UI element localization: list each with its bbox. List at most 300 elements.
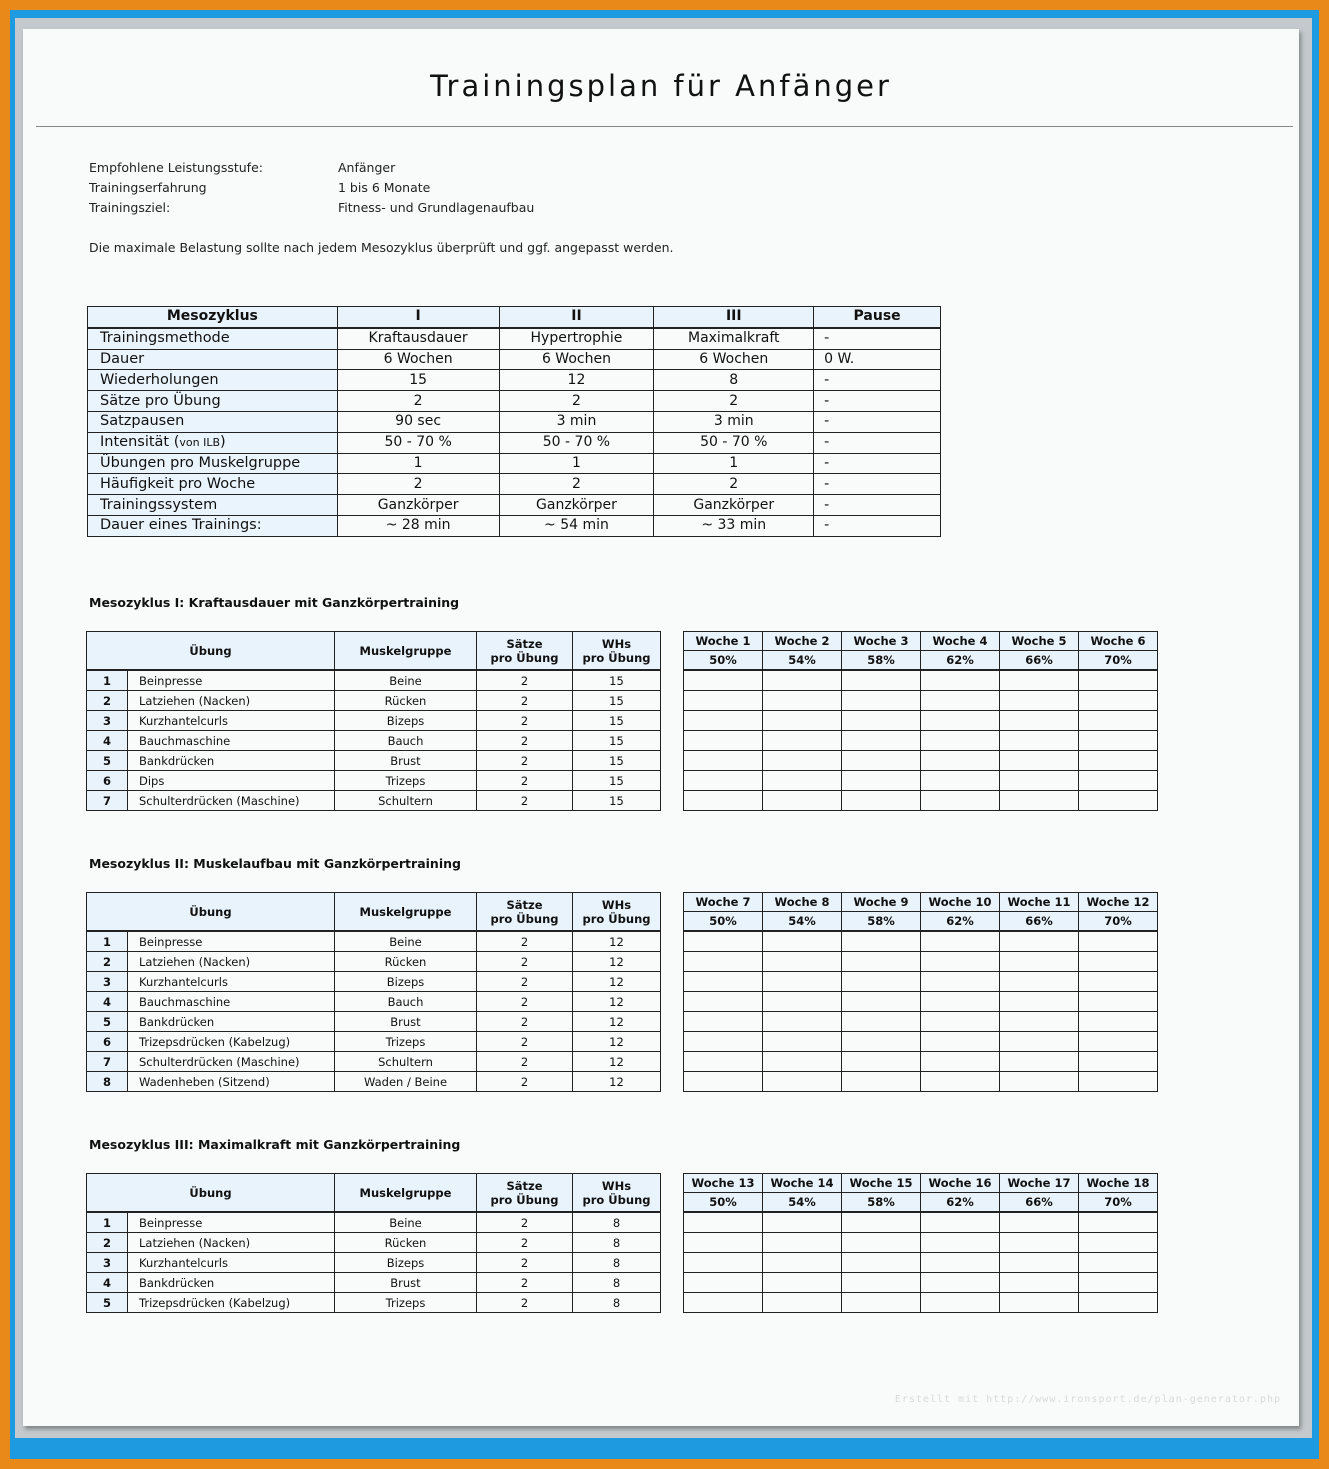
week-entry-cell[interactable] xyxy=(921,691,1000,711)
summary-header-row xyxy=(88,307,941,328)
info-label-goal: Trainingsziel: xyxy=(89,200,171,215)
exercise-name: Trizepsdrücken (Kabelzug) xyxy=(128,1032,335,1052)
week-entry-cell[interactable] xyxy=(842,751,921,771)
week-entry-cell[interactable] xyxy=(684,1072,763,1092)
week-entry-cell[interactable] xyxy=(763,1072,842,1092)
week-entry-cell[interactable] xyxy=(1000,691,1079,711)
week-entry-cell[interactable] xyxy=(684,1273,763,1293)
summary-cell: 12 xyxy=(499,370,654,391)
muscle-group: Schultern xyxy=(335,791,477,811)
week-percent: 50% xyxy=(684,1193,763,1213)
table-row xyxy=(87,1012,1158,1032)
sets-value: 2 xyxy=(477,1072,573,1092)
exercise-name: Bauchmaschine xyxy=(128,731,335,751)
week-entry-cell[interactable] xyxy=(842,791,921,811)
table-gap xyxy=(661,670,684,691)
week-entry-cell[interactable] xyxy=(921,931,1000,952)
reps-value: 12 xyxy=(573,1012,661,1032)
week-entry-cell[interactable] xyxy=(1000,992,1079,1012)
summary-row xyxy=(88,349,941,370)
summary-cell: 50 - 70 % xyxy=(499,432,654,453)
week-entry-cell[interactable] xyxy=(921,952,1000,972)
week-entry-cell[interactable] xyxy=(842,952,921,972)
week-percent: 66% xyxy=(1000,1193,1079,1213)
week-entry-cell[interactable] xyxy=(842,1293,921,1313)
week-entry-cell[interactable] xyxy=(842,1012,921,1032)
table-row xyxy=(87,791,1158,811)
week-header: Woche 6 xyxy=(1079,632,1158,651)
exercise-number: 1 xyxy=(87,931,128,952)
week-entry-cell[interactable] xyxy=(763,992,842,1012)
muscle-group: Bauch xyxy=(335,731,477,751)
exercise-number: 4 xyxy=(87,731,128,751)
week-entry-cell[interactable] xyxy=(921,1233,1000,1253)
title-divider xyxy=(36,126,1293,127)
reps-header-line: WHs xyxy=(601,636,632,651)
week-entry-cell[interactable] xyxy=(763,670,842,691)
week-entry-cell[interactable] xyxy=(842,1212,921,1233)
week-entry-cell[interactable] xyxy=(1079,691,1158,711)
week-entry-cell[interactable] xyxy=(763,1273,842,1293)
week-entry-cell[interactable] xyxy=(1000,731,1079,751)
week-entry-cell[interactable] xyxy=(1079,1273,1158,1293)
week-entry-cell[interactable] xyxy=(1000,952,1079,972)
exercise-header: Übung xyxy=(87,632,335,671)
week-entry-cell[interactable] xyxy=(1000,1032,1079,1052)
sets-header xyxy=(477,893,573,932)
week-entry-cell[interactable] xyxy=(921,1052,1000,1072)
week-entry-cell[interactable] xyxy=(842,1233,921,1253)
sets-header-line: pro Übung xyxy=(490,1192,559,1207)
week-entry-cell[interactable] xyxy=(1000,670,1079,691)
sets-value: 2 xyxy=(477,1012,573,1032)
week-percent: 62% xyxy=(921,1193,1000,1213)
week-entry-cell[interactable] xyxy=(1079,1032,1158,1052)
week-entry-cell[interactable] xyxy=(1079,791,1158,811)
week-entry-cell[interactable] xyxy=(1079,931,1158,952)
week-header: Woche 17 xyxy=(1000,1174,1079,1193)
exercise-number: 6 xyxy=(87,1032,128,1052)
summary-cell: 3 min xyxy=(499,411,654,432)
reps-header-line: pro Übung xyxy=(582,650,651,665)
summary-cell: - xyxy=(814,411,941,432)
exercise-name: Kurzhantelcurls xyxy=(128,972,335,992)
summary-row xyxy=(88,328,941,349)
week-entry-cell[interactable] xyxy=(1079,1293,1158,1313)
summary-cell: 50 - 70 % xyxy=(654,432,814,453)
week-entry-cell[interactable] xyxy=(921,1293,1000,1313)
table-row xyxy=(87,670,1158,691)
week-entry-cell[interactable] xyxy=(763,952,842,972)
week-entry-cell[interactable] xyxy=(1000,791,1079,811)
week-entry-cell[interactable] xyxy=(921,771,1000,791)
week-header: Woche 14 xyxy=(763,1174,842,1193)
week-entry-cell[interactable] xyxy=(1000,1273,1079,1293)
summary-cell: 1 xyxy=(654,453,814,474)
week-entry-cell[interactable] xyxy=(1000,1293,1079,1313)
week-entry-cell[interactable] xyxy=(842,972,921,992)
week-entry-cell[interactable] xyxy=(684,1052,763,1072)
week-entry-cell[interactable] xyxy=(1079,1052,1158,1072)
week-entry-cell[interactable] xyxy=(763,1012,842,1032)
week-entry-cell[interactable] xyxy=(1079,1253,1158,1273)
reps-value: 8 xyxy=(573,1273,661,1293)
exercise-number: 7 xyxy=(87,791,128,811)
week-entry-cell[interactable] xyxy=(684,1253,763,1273)
week-entry-cell[interactable] xyxy=(763,931,842,952)
reps-header xyxy=(573,893,661,932)
summary-cell: - xyxy=(814,391,941,412)
sets-value: 2 xyxy=(477,670,573,691)
week-percent: 58% xyxy=(842,912,921,932)
plan-3-table xyxy=(86,1173,1158,1313)
week-entry-cell[interactable] xyxy=(842,1273,921,1293)
reps-value: 12 xyxy=(573,1072,661,1092)
summary-label-text: Dauer eines Trainings: xyxy=(100,517,262,534)
summary-label-text: Satzpausen xyxy=(100,413,185,430)
summary-label-text: Trainingsmethode xyxy=(100,330,230,347)
sets-header xyxy=(477,1174,573,1213)
week-entry-cell[interactable] xyxy=(763,791,842,811)
table-gap xyxy=(661,632,684,671)
summary-cell: 2 xyxy=(499,474,654,495)
sets-header-line: pro Übung xyxy=(490,911,559,926)
exercise-number: 5 xyxy=(87,1012,128,1032)
table-gap xyxy=(661,992,684,1012)
summary-cell: - xyxy=(814,453,941,474)
week-entry-cell[interactable] xyxy=(842,711,921,731)
sets-header-line: pro Übung xyxy=(490,650,559,665)
summary-row-label xyxy=(88,495,338,516)
exercise-name: Dips xyxy=(128,771,335,791)
week-entry-cell[interactable] xyxy=(1079,670,1158,691)
week-entry-cell[interactable] xyxy=(921,670,1000,691)
week-entry-cell[interactable] xyxy=(1000,1052,1079,1072)
summary-label-text: Übungen pro Muskelgruppe xyxy=(100,454,301,471)
exercise-number: 4 xyxy=(87,1273,128,1293)
exercise-name: Bankdrücken xyxy=(128,1273,335,1293)
reps-value: 8 xyxy=(573,1253,661,1273)
week-entry-cell[interactable] xyxy=(1000,751,1079,771)
week-percent: 62% xyxy=(921,651,1000,671)
table-gap xyxy=(661,1253,684,1273)
plan-header-row xyxy=(87,1174,1158,1193)
week-entry-cell[interactable] xyxy=(763,1293,842,1313)
table-row xyxy=(87,992,1158,1012)
week-entry-cell[interactable] xyxy=(1079,751,1158,771)
summary-cell: - xyxy=(814,495,941,516)
week-entry-cell[interactable] xyxy=(921,1253,1000,1273)
sets-value: 2 xyxy=(477,751,573,771)
exercise-name: Bauchmaschine xyxy=(128,992,335,1012)
summary-cell: Ganzkörper xyxy=(337,495,499,516)
table-gap xyxy=(661,1174,684,1213)
summary-cell: Kraftausdauer xyxy=(337,328,499,349)
week-percent: 70% xyxy=(1079,1193,1158,1213)
table-row xyxy=(87,1233,1158,1253)
week-entry-cell[interactable] xyxy=(921,751,1000,771)
week-entry-cell[interactable] xyxy=(842,771,921,791)
summary-cell: ~ 54 min xyxy=(499,515,654,536)
week-entry-cell[interactable] xyxy=(763,1032,842,1052)
table-gap xyxy=(661,1293,684,1313)
week-entry-cell[interactable] xyxy=(1079,1212,1158,1233)
week-header: Woche 3 xyxy=(842,632,921,651)
week-entry-cell[interactable] xyxy=(684,952,763,972)
plan-header-row xyxy=(87,632,1158,651)
exercise-number: 3 xyxy=(87,972,128,992)
week-entry-cell[interactable] xyxy=(921,1012,1000,1032)
week-entry-cell[interactable] xyxy=(1000,972,1079,992)
exercise-number: 8 xyxy=(87,1072,128,1092)
summary-label-text: Sätze pro Übung xyxy=(100,392,221,409)
exercise-header: Übung xyxy=(87,1174,335,1213)
summary-cell: 2 xyxy=(654,391,814,412)
reps-value: 15 xyxy=(573,751,661,771)
week-entry-cell[interactable] xyxy=(1079,1233,1158,1253)
week-percent: 70% xyxy=(1079,651,1158,671)
reps-value: 12 xyxy=(573,931,661,952)
muscle-group: Schultern xyxy=(335,1052,477,1072)
week-entry-cell[interactable] xyxy=(921,1273,1000,1293)
week-percent: 50% xyxy=(684,912,763,932)
summary-cell: Ganzkörper xyxy=(499,495,654,516)
summary-header: II xyxy=(499,307,654,328)
week-entry-cell[interactable] xyxy=(1079,1012,1158,1032)
plan-2-table xyxy=(86,892,1158,1092)
week-entry-cell[interactable] xyxy=(763,711,842,731)
week-entry-cell[interactable] xyxy=(684,1032,763,1052)
week-entry-cell[interactable] xyxy=(684,751,763,771)
week-entry-cell[interactable] xyxy=(921,1072,1000,1092)
week-entry-cell[interactable] xyxy=(763,691,842,711)
summary-label-end: ) xyxy=(220,434,226,451)
week-entry-cell[interactable] xyxy=(684,791,763,811)
week-entry-cell[interactable] xyxy=(763,1253,842,1273)
exercise-name: Bankdrücken xyxy=(128,751,335,771)
week-entry-cell[interactable] xyxy=(684,670,763,691)
week-entry-cell[interactable] xyxy=(842,731,921,751)
week-entry-cell[interactable] xyxy=(684,711,763,731)
exercise-name: Schulterdrücken (Maschine) xyxy=(128,791,335,811)
week-entry-cell[interactable] xyxy=(1079,992,1158,1012)
exercise-number: 5 xyxy=(87,751,128,771)
reps-header xyxy=(573,1174,661,1213)
week-entry-cell[interactable] xyxy=(921,731,1000,751)
muscle-group: Trizeps xyxy=(335,771,477,791)
sets-value: 2 xyxy=(477,791,573,811)
plan-2-title: Mesozyklus II: Muskelaufbau mit Ganzkörpertraining xyxy=(89,856,461,871)
week-entry-cell[interactable] xyxy=(842,1032,921,1052)
week-header: Woche 16 xyxy=(921,1174,1000,1193)
week-entry-cell[interactable] xyxy=(921,711,1000,731)
week-entry-cell[interactable] xyxy=(763,1052,842,1072)
plan-1-title: Mesozyklus I: Kraftausdauer mit Ganzkörpertraining xyxy=(89,595,460,610)
week-entry-cell[interactable] xyxy=(763,731,842,751)
week-entry-cell[interactable] xyxy=(684,972,763,992)
week-entry-cell[interactable] xyxy=(921,972,1000,992)
summary-cell: - xyxy=(814,432,941,453)
week-entry-cell[interactable] xyxy=(684,1293,763,1313)
reps-value: 15 xyxy=(573,731,661,751)
week-entry-cell[interactable] xyxy=(1079,972,1158,992)
summary-label-text: Häufigkeit pro Woche xyxy=(100,475,256,492)
week-entry-cell[interactable] xyxy=(684,1012,763,1032)
week-entry-cell[interactable] xyxy=(1000,711,1079,731)
week-entry-cell[interactable] xyxy=(684,691,763,711)
summary-row-label xyxy=(88,370,338,391)
week-entry-cell[interactable] xyxy=(1000,771,1079,791)
exercise-name: Beinpresse xyxy=(128,931,335,952)
summary-cell: 6 Wochen xyxy=(337,349,499,370)
sets-value: 2 xyxy=(477,1212,573,1233)
week-percent: 70% xyxy=(1079,912,1158,932)
week-entry-cell[interactable] xyxy=(1079,952,1158,972)
week-entry-cell[interactable] xyxy=(1000,1072,1079,1092)
muscle-group: Bizeps xyxy=(335,711,477,731)
week-entry-cell[interactable] xyxy=(1079,771,1158,791)
document-page xyxy=(23,29,1299,1426)
summary-row xyxy=(88,370,941,391)
summary-row xyxy=(88,474,941,495)
week-percent: 54% xyxy=(763,651,842,671)
table-gap xyxy=(661,1072,684,1092)
week-entry-cell[interactable] xyxy=(1000,1012,1079,1032)
week-entry-cell[interactable] xyxy=(1079,731,1158,751)
exercise-name: Latziehen (Nacken) xyxy=(128,952,335,972)
exercise-number: 1 xyxy=(87,670,128,691)
table-gap xyxy=(661,1233,684,1253)
muscle-header: Muskelgruppe xyxy=(335,893,477,932)
reps-value: 15 xyxy=(573,670,661,691)
week-header: Woche 15 xyxy=(842,1174,921,1193)
exercise-name: Trizepsdrücken (Kabelzug) xyxy=(128,1293,335,1313)
summary-cell: - xyxy=(814,328,941,349)
sets-header-line: Sätze xyxy=(506,897,543,912)
week-entry-cell[interactable] xyxy=(842,992,921,1012)
sets-value: 2 xyxy=(477,1052,573,1072)
exercise-number: 7 xyxy=(87,1052,128,1072)
exercise-name: Schulterdrücken (Maschine) xyxy=(128,1052,335,1072)
week-header: Woche 13 xyxy=(684,1174,763,1193)
sets-value: 2 xyxy=(477,1233,573,1253)
summary-header: III xyxy=(654,307,814,328)
week-percent: 54% xyxy=(763,912,842,932)
table-gap xyxy=(661,1273,684,1293)
reps-value: 15 xyxy=(573,711,661,731)
sets-value: 2 xyxy=(477,1032,573,1052)
week-entry-cell[interactable] xyxy=(684,771,763,791)
table-gap xyxy=(661,771,684,791)
week-entry-cell[interactable] xyxy=(842,1072,921,1092)
mesocycle-summary-table xyxy=(87,306,941,537)
sets-value: 2 xyxy=(477,1293,573,1313)
week-entry-cell[interactable] xyxy=(842,670,921,691)
info-value-goal: Fitness- und Grundlagenaufbau xyxy=(338,200,535,215)
summary-cell: 1 xyxy=(499,453,654,474)
week-header: Woche 18 xyxy=(1079,1174,1158,1193)
note-text: Die maximale Belastung sollte nach jedem Mesozyklus überprüft und ggf. angepasst werden. xyxy=(89,240,674,255)
summary-label-text: Wiederholungen xyxy=(100,371,219,388)
exercise-number: 1 xyxy=(87,1212,128,1233)
table-row xyxy=(87,1072,1158,1092)
table-row xyxy=(87,972,1158,992)
exercise-number: 3 xyxy=(87,711,128,731)
week-entry-cell[interactable] xyxy=(842,691,921,711)
info-value-level: Anfänger xyxy=(338,160,396,175)
week-entry-cell[interactable] xyxy=(1000,931,1079,952)
summary-cell: 15 xyxy=(337,370,499,391)
week-entry-cell[interactable] xyxy=(684,1212,763,1233)
week-entry-cell[interactable] xyxy=(684,731,763,751)
week-percent: 66% xyxy=(1000,651,1079,671)
week-entry-cell[interactable] xyxy=(1079,711,1158,731)
week-percent: 58% xyxy=(842,1193,921,1213)
week-entry-cell[interactable] xyxy=(763,1233,842,1253)
reps-value: 8 xyxy=(573,1293,661,1313)
summary-row-label xyxy=(88,391,338,412)
week-entry-cell[interactable] xyxy=(842,931,921,952)
week-entry-cell[interactable] xyxy=(684,1233,763,1253)
week-entry-cell[interactable] xyxy=(763,751,842,771)
summary-cell: 6 Wochen xyxy=(499,349,654,370)
week-entry-cell[interactable] xyxy=(921,1032,1000,1052)
week-entry-cell[interactable] xyxy=(1000,1233,1079,1253)
week-entry-cell[interactable] xyxy=(1079,1072,1158,1092)
muscle-group: Bizeps xyxy=(335,972,477,992)
sets-header xyxy=(477,632,573,671)
muscle-group: Rücken xyxy=(335,1233,477,1253)
summary-row-label xyxy=(88,349,338,370)
reps-header xyxy=(573,632,661,671)
week-entry-cell[interactable] xyxy=(842,1253,921,1273)
muscle-group: Brust xyxy=(335,1012,477,1032)
week-entry-cell[interactable] xyxy=(921,791,1000,811)
reps-value: 8 xyxy=(573,1233,661,1253)
sets-value: 2 xyxy=(477,1273,573,1293)
week-entry-cell[interactable] xyxy=(763,771,842,791)
exercise-header: Übung xyxy=(87,893,335,932)
summary-header: Pause xyxy=(814,307,941,328)
week-entry-cell[interactable] xyxy=(763,972,842,992)
exercise-number: 5 xyxy=(87,1293,128,1313)
table-gap xyxy=(661,691,684,711)
reps-value: 15 xyxy=(573,791,661,811)
week-entry-cell[interactable] xyxy=(763,1212,842,1233)
week-entry-cell[interactable] xyxy=(1000,1253,1079,1273)
table-row xyxy=(87,691,1158,711)
summary-cell: - xyxy=(814,515,941,536)
exercise-name: Beinpresse xyxy=(128,670,335,691)
week-entry-cell[interactable] xyxy=(842,1052,921,1072)
summary-cell: 0 W. xyxy=(814,349,941,370)
summary-cell: 8 xyxy=(654,370,814,391)
summary-cell: 2 xyxy=(499,391,654,412)
summary-label-text: Trainingssystem xyxy=(100,496,218,513)
week-entry-cell[interactable] xyxy=(921,1212,1000,1233)
table-row xyxy=(87,952,1158,972)
summary-label-text: Dauer xyxy=(100,350,145,367)
week-entry-cell[interactable] xyxy=(684,931,763,952)
sets-value: 2 xyxy=(477,771,573,791)
sets-value: 2 xyxy=(477,972,573,992)
week-entry-cell[interactable] xyxy=(1000,1212,1079,1233)
week-entry-cell[interactable] xyxy=(921,992,1000,1012)
week-entry-cell[interactable] xyxy=(684,992,763,1012)
week-header: Woche 12 xyxy=(1079,893,1158,912)
table-row xyxy=(87,931,1158,952)
table-gap xyxy=(661,751,684,771)
